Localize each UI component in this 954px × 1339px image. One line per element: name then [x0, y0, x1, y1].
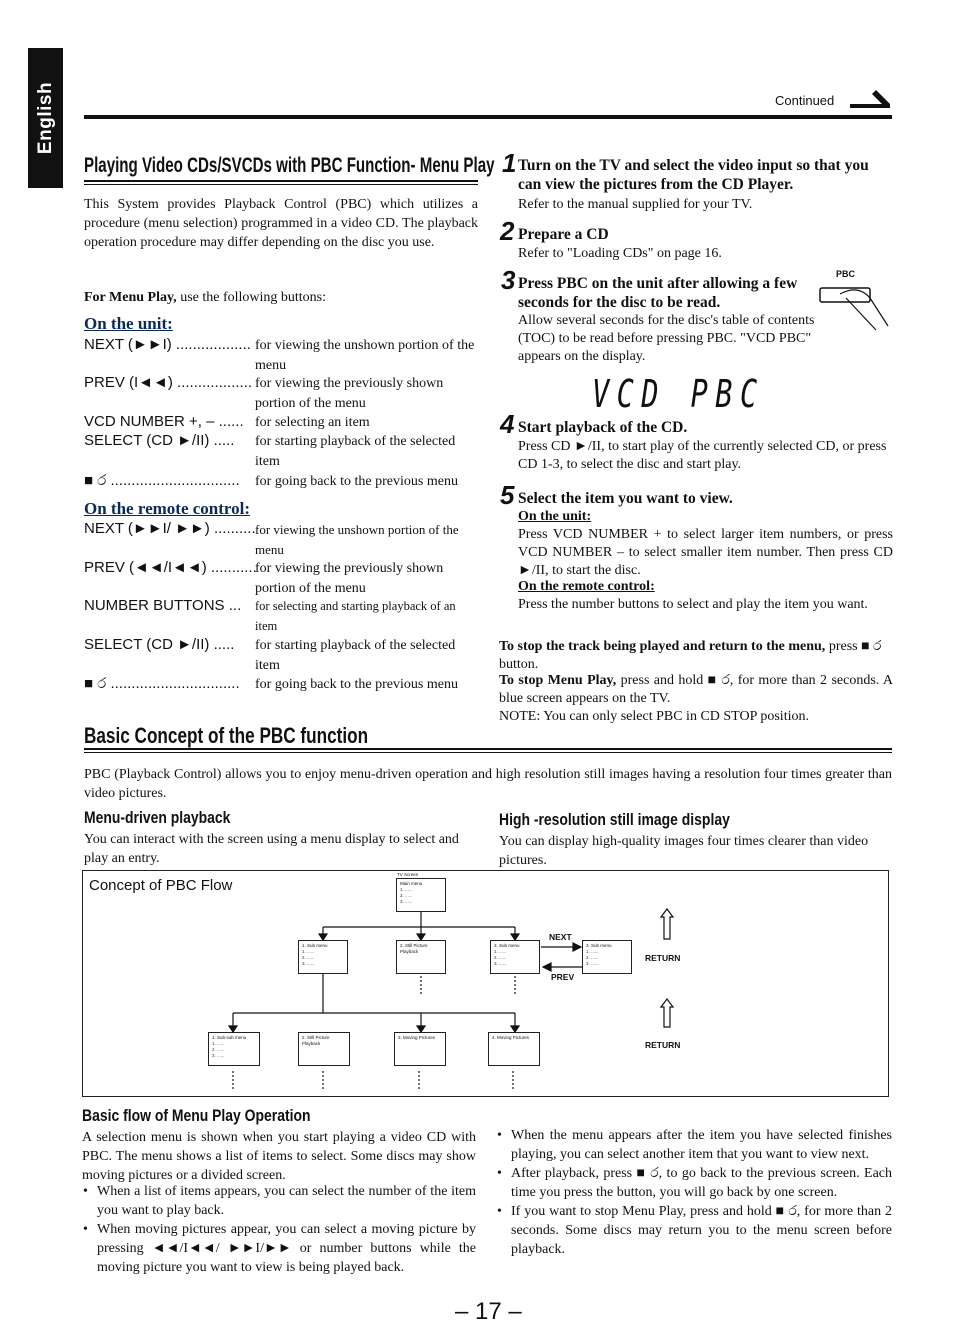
basic-flow-left-list	[82, 1182, 476, 1277]
remote-item-desc: for viewing the previously shown portion of the menu	[255, 561, 444, 596]
list-item: • If you want to stop Menu Play, press and hold ■ ර, for more than 2 seconds. Some discs may return you to the menu screen before playback.	[496, 1202, 892, 1259]
step-3-body: Allow several seconds for the disc's table of contents (TOC) to be read before pressing PBC. "VCD PBC" appears on the display.	[518, 313, 815, 364]
still-picture-label: 2. Still Picture Playback	[400, 943, 428, 954]
stop-track-note	[499, 638, 893, 674]
remote-item-label: SELECT (CD ►/II) .....	[84, 636, 235, 653]
stop-menu-rest: press and hold ■ ර, for more than 2 seconds. A blue screen appears on the TV.	[499, 673, 893, 706]
remote-item-desc: for viewing the unshown portion of the menu	[255, 522, 459, 557]
stop-menu-bold: To stop Menu Play,	[499, 673, 617, 688]
basic-concept-intro: PBC (Playback Control) allows you to enjoy menu-driven operation and high resolution still images having a resolution four times greater than video pictures.	[84, 767, 892, 801]
vcd-pbc-display: VCD PBC	[592, 372, 765, 416]
finger-press-icon	[818, 280, 894, 332]
step-3-title: Press PBC on the unit after allowing a few seconds for the disc to be read.	[518, 275, 798, 311]
basic-concept-title: Basic Concept of the PBC function	[84, 723, 369, 748]
title-underline-thin	[84, 184, 478, 185]
unit-item-label: NEXT (►►I) ..................	[84, 336, 251, 353]
language-tab-label: English	[34, 81, 56, 155]
menu-play-bold: For Menu Play,	[84, 290, 177, 305]
step-5-remote-body: Press the number buttons to select and play the item you want.	[518, 597, 868, 612]
section-title-menu-play: Playing Video CDs/SVCDs with PBC Function- Menu Play	[84, 154, 495, 177]
still-picture-2-label: 2. Still Picture Playback	[302, 1035, 330, 1046]
unit-item-label: PREV (I◄◄) ..................	[84, 374, 253, 391]
stop-menu-note	[499, 672, 893, 708]
sub-menu-1-label: 1. Sub menu	[302, 943, 328, 948]
pbc-note: NOTE: You can only select PBC in CD STOP position.	[499, 709, 809, 724]
prev-label: PREV	[551, 972, 575, 982]
unit-item-desc: for starting playback of the selected item	[255, 434, 456, 469]
remote-item-label: PREV (◄◄/I◄◄) ...........	[84, 559, 257, 576]
step-4-body: Press CD ►/II, to start play of the currently selected CD, or press CD 1-3, to select the disc and start play.	[518, 439, 887, 472]
unit-heading: On the unit:	[84, 314, 173, 333]
main-menu-label: Main menu	[400, 881, 423, 886]
next-label: NEXT	[549, 932, 572, 942]
unit-item-label: VCD NUMBER +, – ......	[84, 413, 244, 430]
remote-item-desc: for selecting and starting playback of an item	[255, 599, 456, 633]
sub-menu-3b-list: 1. ...... 2. ...... 3. ......	[586, 949, 599, 966]
diagram-connectors	[83, 871, 888, 1096]
stop-track-bold: To stop the track being played and return to the menu,	[499, 639, 826, 654]
hires-heading: High -resolution still image display	[499, 810, 730, 829]
title-underline	[84, 180, 478, 182]
step-2-title: Prepare a CD	[518, 226, 609, 243]
sub-sub-menu-label: 1. Sub-sub menu	[212, 1035, 247, 1040]
sub-menu-1-list: 1. ...... 2. ...... 3. ......	[302, 949, 315, 966]
unit-item-desc: for selecting an item	[255, 415, 370, 430]
basic-concept-rule-thin	[84, 752, 892, 753]
sub-menu-3-list: 1. ...... 2. ...... 3. ......	[494, 949, 507, 966]
step-5-unit-body: Press VCD NUMBER + to select larger item numbers, or press VCD NUMBER – to select smaller item number. Then press CD ►/II, to start the disc.	[518, 527, 893, 578]
list-item: • When moving pictures appear, you can select a moving picture by pressing ◄◄/I◄◄/ ►►I/►► or number buttons while the moving picture you want to view is being played back.	[82, 1220, 476, 1277]
stop-track-rest: press ■ ර button.	[499, 639, 882, 672]
menu-play-rest: use the following buttons:	[176, 290, 327, 305]
sub-menu-3b-label: 3. Sub menu	[586, 943, 612, 948]
step-3-number: 3	[501, 265, 516, 295]
menu-driven-heading: Menu-driven playback	[84, 808, 231, 827]
unit-item-desc: for going back to the previous menu	[255, 474, 458, 489]
list-item: • After playback, press ■ ර, to go back to the previous screen. Each time you press the button, you will go back by one screen.	[496, 1164, 892, 1202]
unit-item-label: SELECT (CD ►/II) .....	[84, 432, 235, 449]
step-5-remote-heading: On the remote control:	[518, 579, 655, 594]
remote-item-label: NUMBER BUTTONS ...	[84, 597, 242, 614]
moving-pictures-3-label: 3. Moving Pictures	[398, 1035, 436, 1040]
step-2-number: 2	[500, 216, 515, 246]
return-label-1: RETURN	[645, 953, 681, 963]
pbc-flow-diagram	[82, 870, 889, 1097]
pbc-button-label: PBC	[836, 269, 856, 279]
sub-menu-3-label: 3. Sub menu	[494, 943, 520, 948]
step-1-title: Turn on the TV and select the video input so that you can view the pictures from the CD Player.	[518, 157, 869, 193]
remote-item-label: NEXT (►►I/ ►►) ..........	[84, 520, 256, 537]
remote-heading: On the remote control:	[84, 499, 251, 518]
unit-item-label: ■ ර ...............................	[84, 472, 240, 489]
sub-sub-menu-list: 1. ...... 2. ...... 3. ......	[212, 1041, 225, 1058]
remote-item-desc: for going back to the previous menu	[255, 677, 458, 692]
step-2-body: Refer to "Loading CDs" on page 16.	[518, 246, 722, 261]
diagram-title: Concept of PBC Flow	[89, 877, 233, 894]
remote-item-desc: for starting playback of the selected item	[255, 638, 456, 673]
top-rule	[84, 115, 892, 119]
step-5-unit-heading: On the unit:	[518, 509, 592, 524]
continued-label: Continued	[775, 93, 835, 108]
language-tab	[28, 48, 63, 188]
basic-concept-rule	[84, 748, 892, 750]
step-4-number: 4	[500, 409, 515, 439]
unit-item-desc: for viewing the unshown portion of the menu	[255, 338, 475, 373]
menu-play-buttons-line	[84, 288, 478, 307]
menu-driven-body: You can interact with the screen using a menu display to select and play an entry.	[84, 832, 459, 866]
main-menu-list: 1. ...... 2. ...... 3. ......	[400, 887, 413, 904]
return-label-2: RETURN	[645, 1040, 681, 1050]
page-number: – 17 –	[455, 1298, 522, 1325]
basic-flow-title: Basic flow of Menu Play Operation	[82, 1106, 311, 1125]
list-item: • When a list of items appears, you can select the number of the item you want to play back.	[82, 1182, 476, 1220]
step-4-title: Start playback of the CD.	[518, 419, 688, 436]
step-5-number: 5	[500, 480, 515, 510]
list-item: • When the menu appears after the item you have selected finishes playing, you can select another item that you want to view next.	[496, 1126, 892, 1164]
hires-body: You can display high-quality images four times clearer than video pictures.	[499, 834, 869, 868]
basic-flow-intro: A selection menu is shown when you start playing a video CD with PBC. The menu shows a list of items to select. Some discs may show moving pictures or a divided screen.	[82, 1130, 476, 1183]
remote-item-label: ■ ර ...............................	[84, 675, 240, 692]
basic-flow-right-list	[496, 1126, 892, 1259]
continued-arrow-icon	[846, 88, 892, 110]
tv-screen-label: TV Screen	[397, 872, 419, 877]
step-1-body: Refer to the manual supplied for your TV.	[518, 197, 753, 212]
menu-play-intro: This System provides Playback Control (PBC) which utilizes a procedure (menu selection) programmed in a video CD. The playback operation procedure may differ depending on the disc you use.	[84, 197, 478, 250]
step-1-number: 1	[502, 148, 517, 178]
step-5-title: Select the item you want to view.	[518, 490, 733, 507]
moving-pictures-4-label: 4. Moving Pictures	[492, 1035, 530, 1040]
unit-item-desc: for viewing the previously shown portion of the menu	[255, 376, 444, 411]
